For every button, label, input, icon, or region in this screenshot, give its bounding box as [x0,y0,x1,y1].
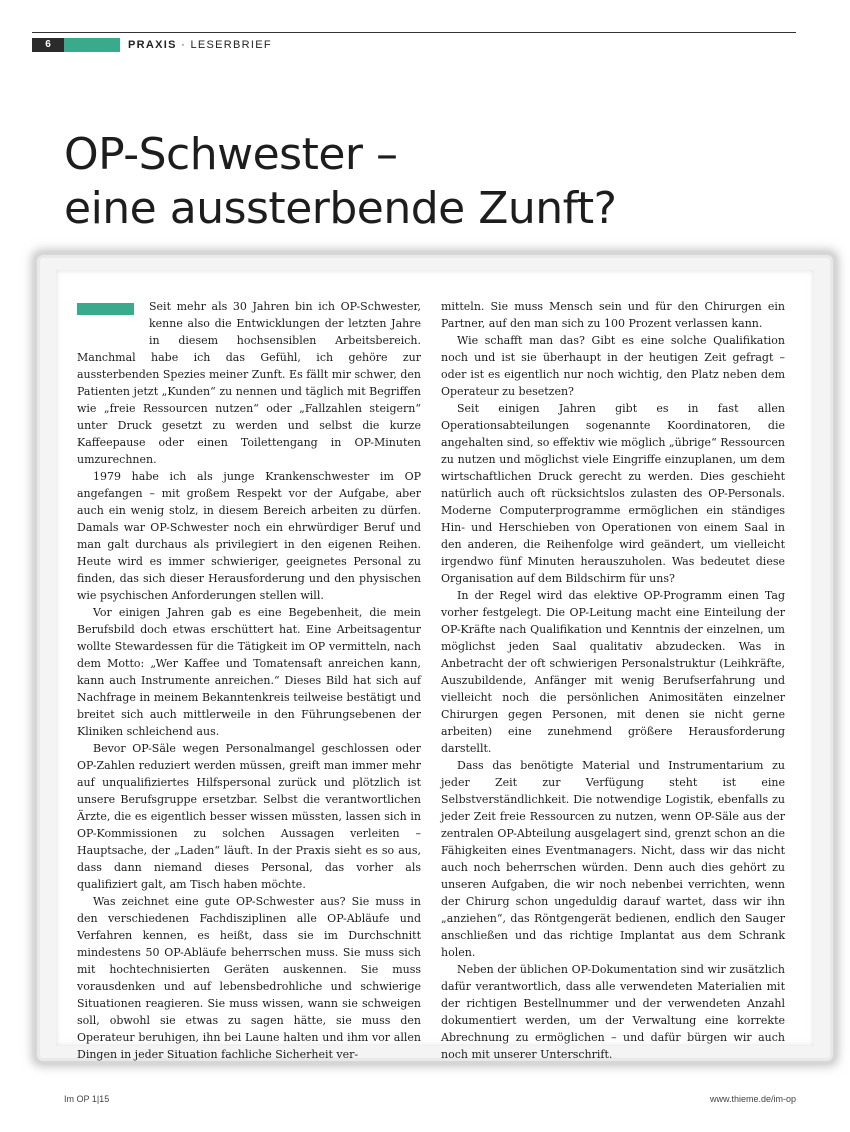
right-column [441,298,785,1063]
paragraph: Bevor OP-Säle wegen Personalmangel geschlossen oder OP-Zahlen reduziert werden müssen, greift man immer mehr auf unqualifiziertes Hilfspersonal zurück und plötzlich ist unsere Berufsgruppe ersetzbar. Selbst die verantwortlichen Ärzte, die es eigentlich besser wissen müssten, lassen sich in OP-Kommissionen zu solchen Aussagen verleiten – Hauptsache, der „Laden“ läuft. In der Praxis sieht es so aus, dass dann niemand dieses Personal, das vorher als qualifiziert galt, am Tisch haben möchte. [77,742,421,891]
page-number: 6 [32,38,64,52]
subsection-label: LESERBRIEF [190,39,272,51]
paragraph: In der Regel wird das elektive OP-Programm einen Tag vorher festgelegt. Die OP-Leitung macht eine Einteilung der OP-Kräfte nach Qualifikation und Kenntnis der einzelnen, um möglichst jeden Saal qualitativ abzudecken. Was in Anbetracht der oft schwierigen Personalstruktur (Leihkräfte, Auszubildende, Anfänger mit wenig Berufserfahrung und vielleicht noch die persönlichen Animositäten einzelner Chirurgen gegen Personen, mit denen sie nicht gerne arbeiten) eine zunehmend größere Herausforderung darstellt. [441,589,785,755]
section-separator: · [176,39,191,51]
header-accent-bar [64,38,120,52]
paragraph: mitteln. Sie muss Mensch sein und für den Chirurgen ein Partner, auf den man sich zu 100 Prozent verlassen kann. [441,300,785,330]
section-heading [128,38,272,52]
paragraph: Neben der üblichen OP-Dokumentation sind wir zusätzlich dafür verantwortlich, dass alle verwendeten Materialien mit der richtigen Bestellnummer und der verwendeten Anzahl dokumentiert werden, um der Verwaltung eine korrekte Abrechnung zu ermöglichen – und dafür bürgen wir auch noch mit unserer Unterschrift. [441,963,785,1061]
footer-issue: Im OP 1|15 [64,1094,110,1104]
paragraph: Wie schafft man das? Gibt es eine solche Qualifikation noch und ist sie überhaupt in der heutigen Zeit gefragt – oder ist es eigentlich nur noch wichtig, den Platz neben dem Operateur zu besetzen? [441,334,785,398]
paragraph: Was zeichnet eine gute OP-Schwester aus? Sie muss in den verschiedenen Fachdisziplinen alle OP-Abläufe und Verfahren kennen, es heißt, dass sie im Durchschnitt mindestens 50 OP-Abläufe beherrschen muss. Sie muss sich mit hochtechnisierten Geräten auskennen. Sie muss vorausdenken und auf lebensbedrohliche und schwierige Situationen reagieren. Sie muss wissen, wann sie schweigen soll, obwohl sie etwas zu sagen hätte, sie muss den Operateur beruhigen, ihn bei Laune halten und ihm vor allen Dingen in jeder Situation fachliche Sicherheit ver- [77,895,421,1061]
paragraph: Seit einigen Jahren gibt es in fast allen Operationsabteilungen sogenannte Koordinatoren, die angehalten sind, so effektiv wie möglich „übrige“ Ressourcen zu nutzen und möglichst viele Eingriffe einzuplanen, um dem wirtschaftlichen Druck gerecht zu werden. Dies geschieht natürlich auch oft rücksichtslos zulasten des OP-Personals. Moderne Computerprogramme ermöglichen ein ständiges Hin- und Herschieben von Operationen von einem Saal in den anderen, die Reihenfolge wird geändert, um vielleicht irgendwo fünf Minuten herauszuholen. Was bedeutet diese Organisation auf dem Bildschirm für uns? [441,402,785,585]
article-title [64,128,616,236]
paragraph: 1979 habe ich als junge Krankenschwester im OP angefangen – mit großem Respekt vor der Aufgabe, aber auch ein wenig stolz, in diesem Bereich arbeiten zu dürfen. Damals war OP-Schwester noch ein ehrwürdiger Beruf und man galt durchaus als privilegiert in den eigenen Reihen. Heute wird es immer schwieriger, geeignetes Personal zu finden, das sich dieser Herausforderung und den physischen wie psychischen Anforderungen stellen will. [77,470,421,602]
paragraph: Dass das benötigte Material und Instrumentarium zu jeder Zeit zur Verfügung steht ist eine Selbstverständlichkeit. Die notwendige Logistik, ebenfalls zu jeder Zeit freie Ressourcen zu nutzen, wenn OP-Säle aus der zentralen OP-Abteilung ausgelagert sind, grenzt schon an die Fähigkeiten eines Eventmanagers. Nicht, dass wir das nicht auch noch beherrschen würden. Denn auch dies gehört zu unseren Aufgaben, die wir noch nebenbei verrichten, wenn der Chirurg schon ungeduldig darauf wartet, dass wir ihn „anziehen“, das Röntgengerät bedienen, endlich den Sauger anschließen und das richtige Implantat aus dem Schrank holen. [441,759,785,959]
paragraph: Vor einigen Jahren gab es eine Begebenheit, die mein Berufsbild doch etwas erschüttert hat. Eine Arbeitsagentur wollte Stewardessen für die Tätigkeit im OP vermitteln, nach dem Motto: „Wer Kaffee und Tomatensaft anreichen kann, kann auch Instrumente anreichen.“ Dieses Bild hat sich auf Nachfrage in meinem Bekanntenkreis teilweise bestätigt und breitet sich auch mittlerweile in den Führungsebenen der Kliniken schleichend aus. [77,606,421,738]
header-rule [32,32,796,33]
intro-indent [77,298,149,348]
paragraph: Seit mehr als 30 Jahren bin ich OP-Schwester, kenne also die Entwicklungen der letzten Jahre in diesem hochsensiblen Arbeitsbereich. Manchmal habe ich das Gefühl, ich gehöre zur aussterbenden Spezies meiner Zunft. Es fällt mir schwer, den Patienten jetzt „Kunden“ zu nennen und täglich mit Begriffen wie „freie Ressourcen nutzen“ oder „Fallzahlen steigern“ unter Druck gesetzt zu werden und selbst die kurze Kaffeepause oder einen Toilettengang in OP-Minuten umzurechnen. [77,300,421,466]
title-line-2: eine aussterbende Zunft? [64,183,617,234]
section-label: PRAXIS [128,39,177,51]
footer-url: www.thieme.de/im-op [709,1094,796,1104]
left-column [77,298,421,1063]
title-line-1: OP-Schwester – [64,129,398,180]
